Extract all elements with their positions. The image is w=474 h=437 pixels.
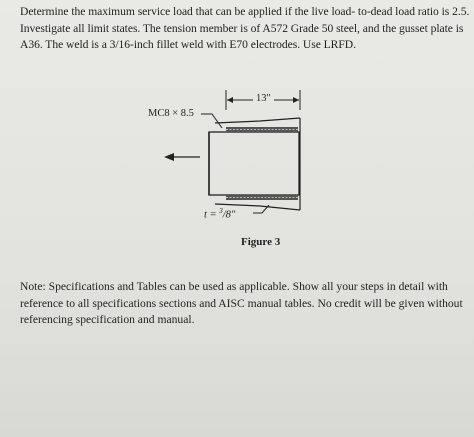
note-line-3: referencing specification and manual.	[20, 313, 195, 326]
thickness-numerator: 3	[219, 207, 223, 215]
problem-line-2: Investigate all limit states. The tension member is of A572 Grade 50 steel, and the gusset plate is	[20, 21, 464, 35]
load-arrow-head	[164, 153, 174, 161]
problem-line-3: A36. The weld is a 3/16-inch fillet weld with E70 electrodes. Use LRFD.	[20, 38, 356, 51]
dimension-arrow-right	[293, 97, 299, 103]
channel-member	[209, 132, 299, 195]
thickness-denominator: /8"	[222, 209, 236, 221]
note-line-2: reference to all specifications sections and AISC manual tables. No credit will be given without	[20, 296, 463, 310]
gusset-top-edge	[215, 118, 300, 123]
thickness-label	[204, 207, 235, 221]
figure-caption: Figure 3	[241, 236, 281, 248]
note-line-1: Note: Specifications and Tables can be used as applicable. Show all your steps in detail with	[20, 280, 448, 293]
member-leader	[201, 114, 222, 128]
member-label: MC8 × 8.5	[148, 108, 194, 119]
dimension-arrow-left	[227, 97, 233, 103]
note-paragraph	[20, 279, 468, 329]
thickness-prefix: t =	[204, 209, 220, 221]
dimension-label: 13"	[256, 93, 271, 104]
problem-line-1: Determine the maximum service load that can be applied if the live load- to-dead load ratio is 2.5.	[20, 5, 470, 18]
